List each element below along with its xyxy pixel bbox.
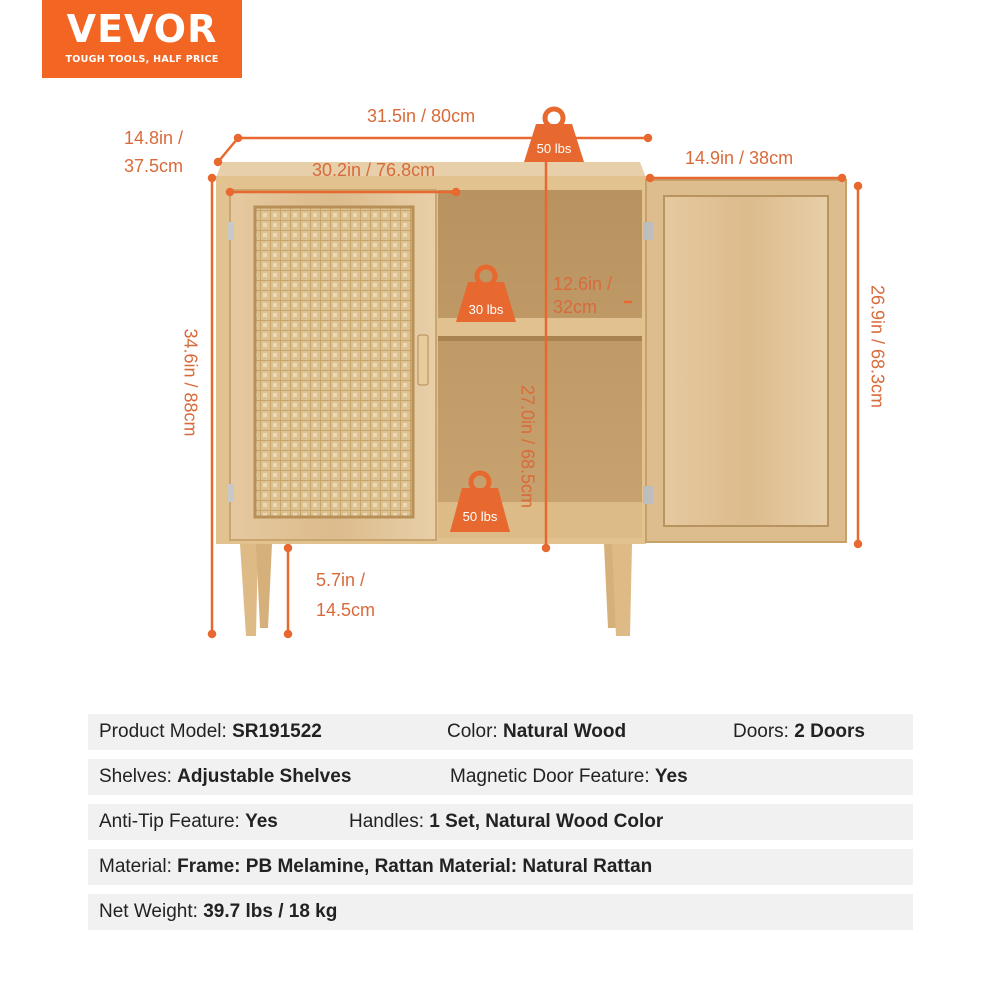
spec-row (88, 849, 913, 885)
shelf-gap-label-line2: 32cm (553, 297, 598, 317)
spec-handles: Handles: 1 Set, Natural Wood Color (349, 811, 664, 832)
spec-shelves: Shelves: Adjustable Shelves (99, 766, 352, 787)
brand-tagline: TOUGH TOOLS, HALF PRICE (65, 54, 219, 65)
svg-text:50 lbs: 50 lbs (536, 141, 572, 156)
door-width-label: 14.9in / 38cm (685, 148, 794, 168)
hinge (643, 222, 653, 240)
spec-row (88, 759, 913, 795)
leg-height-label-line1: 5.7in / (316, 570, 366, 590)
depth-label-line1: 14.8in / (124, 128, 184, 148)
hinge (643, 486, 653, 504)
spec-color: Color: Natural Wood (447, 721, 627, 742)
spec-row (88, 804, 913, 840)
brand-name: VEVOR (66, 7, 218, 51)
total-height-label: 34.6in / 88cm (180, 328, 201, 437)
inner-height-label: 27.0in / 68.5cm (517, 384, 538, 509)
svg-text:30 lbs: 30 lbs (468, 302, 504, 317)
spec-net-weight: Net Weight: 39.7 lbs / 18 kg (99, 901, 338, 922)
spec-row (88, 714, 913, 750)
svg-text:50 lbs: 50 lbs (462, 509, 498, 524)
top-width-label: 31.5in / 80cm (367, 106, 476, 126)
shelf-gap-label-line1: 12.6in / (553, 274, 613, 294)
inner-width-label: 30.2in / 76.8cm (312, 160, 436, 180)
spec-row (88, 894, 913, 930)
spec-magnetic-door: Magnetic Door Feature: Yes (450, 766, 688, 787)
door-handle (418, 335, 428, 385)
leg (240, 544, 258, 636)
weight-icon (524, 109, 584, 162)
spec-product-model: Product Model: SR191522 (99, 721, 322, 742)
leg-height-label-line2: 14.5cm (316, 600, 376, 620)
spec-anti-tip: Anti-Tip Feature: Yes (99, 811, 278, 832)
leg (256, 544, 272, 628)
depth-label-line2: 37.5cm (124, 156, 184, 176)
rattan-panel (255, 207, 413, 517)
spec-doors: Doors: 2 Doors (733, 721, 865, 742)
spec-material: Material: Frame: PB Melamine, Rattan Material: Natural Rattan (99, 856, 653, 877)
door-height-label: 26.9in / 68.3cm (867, 284, 888, 409)
